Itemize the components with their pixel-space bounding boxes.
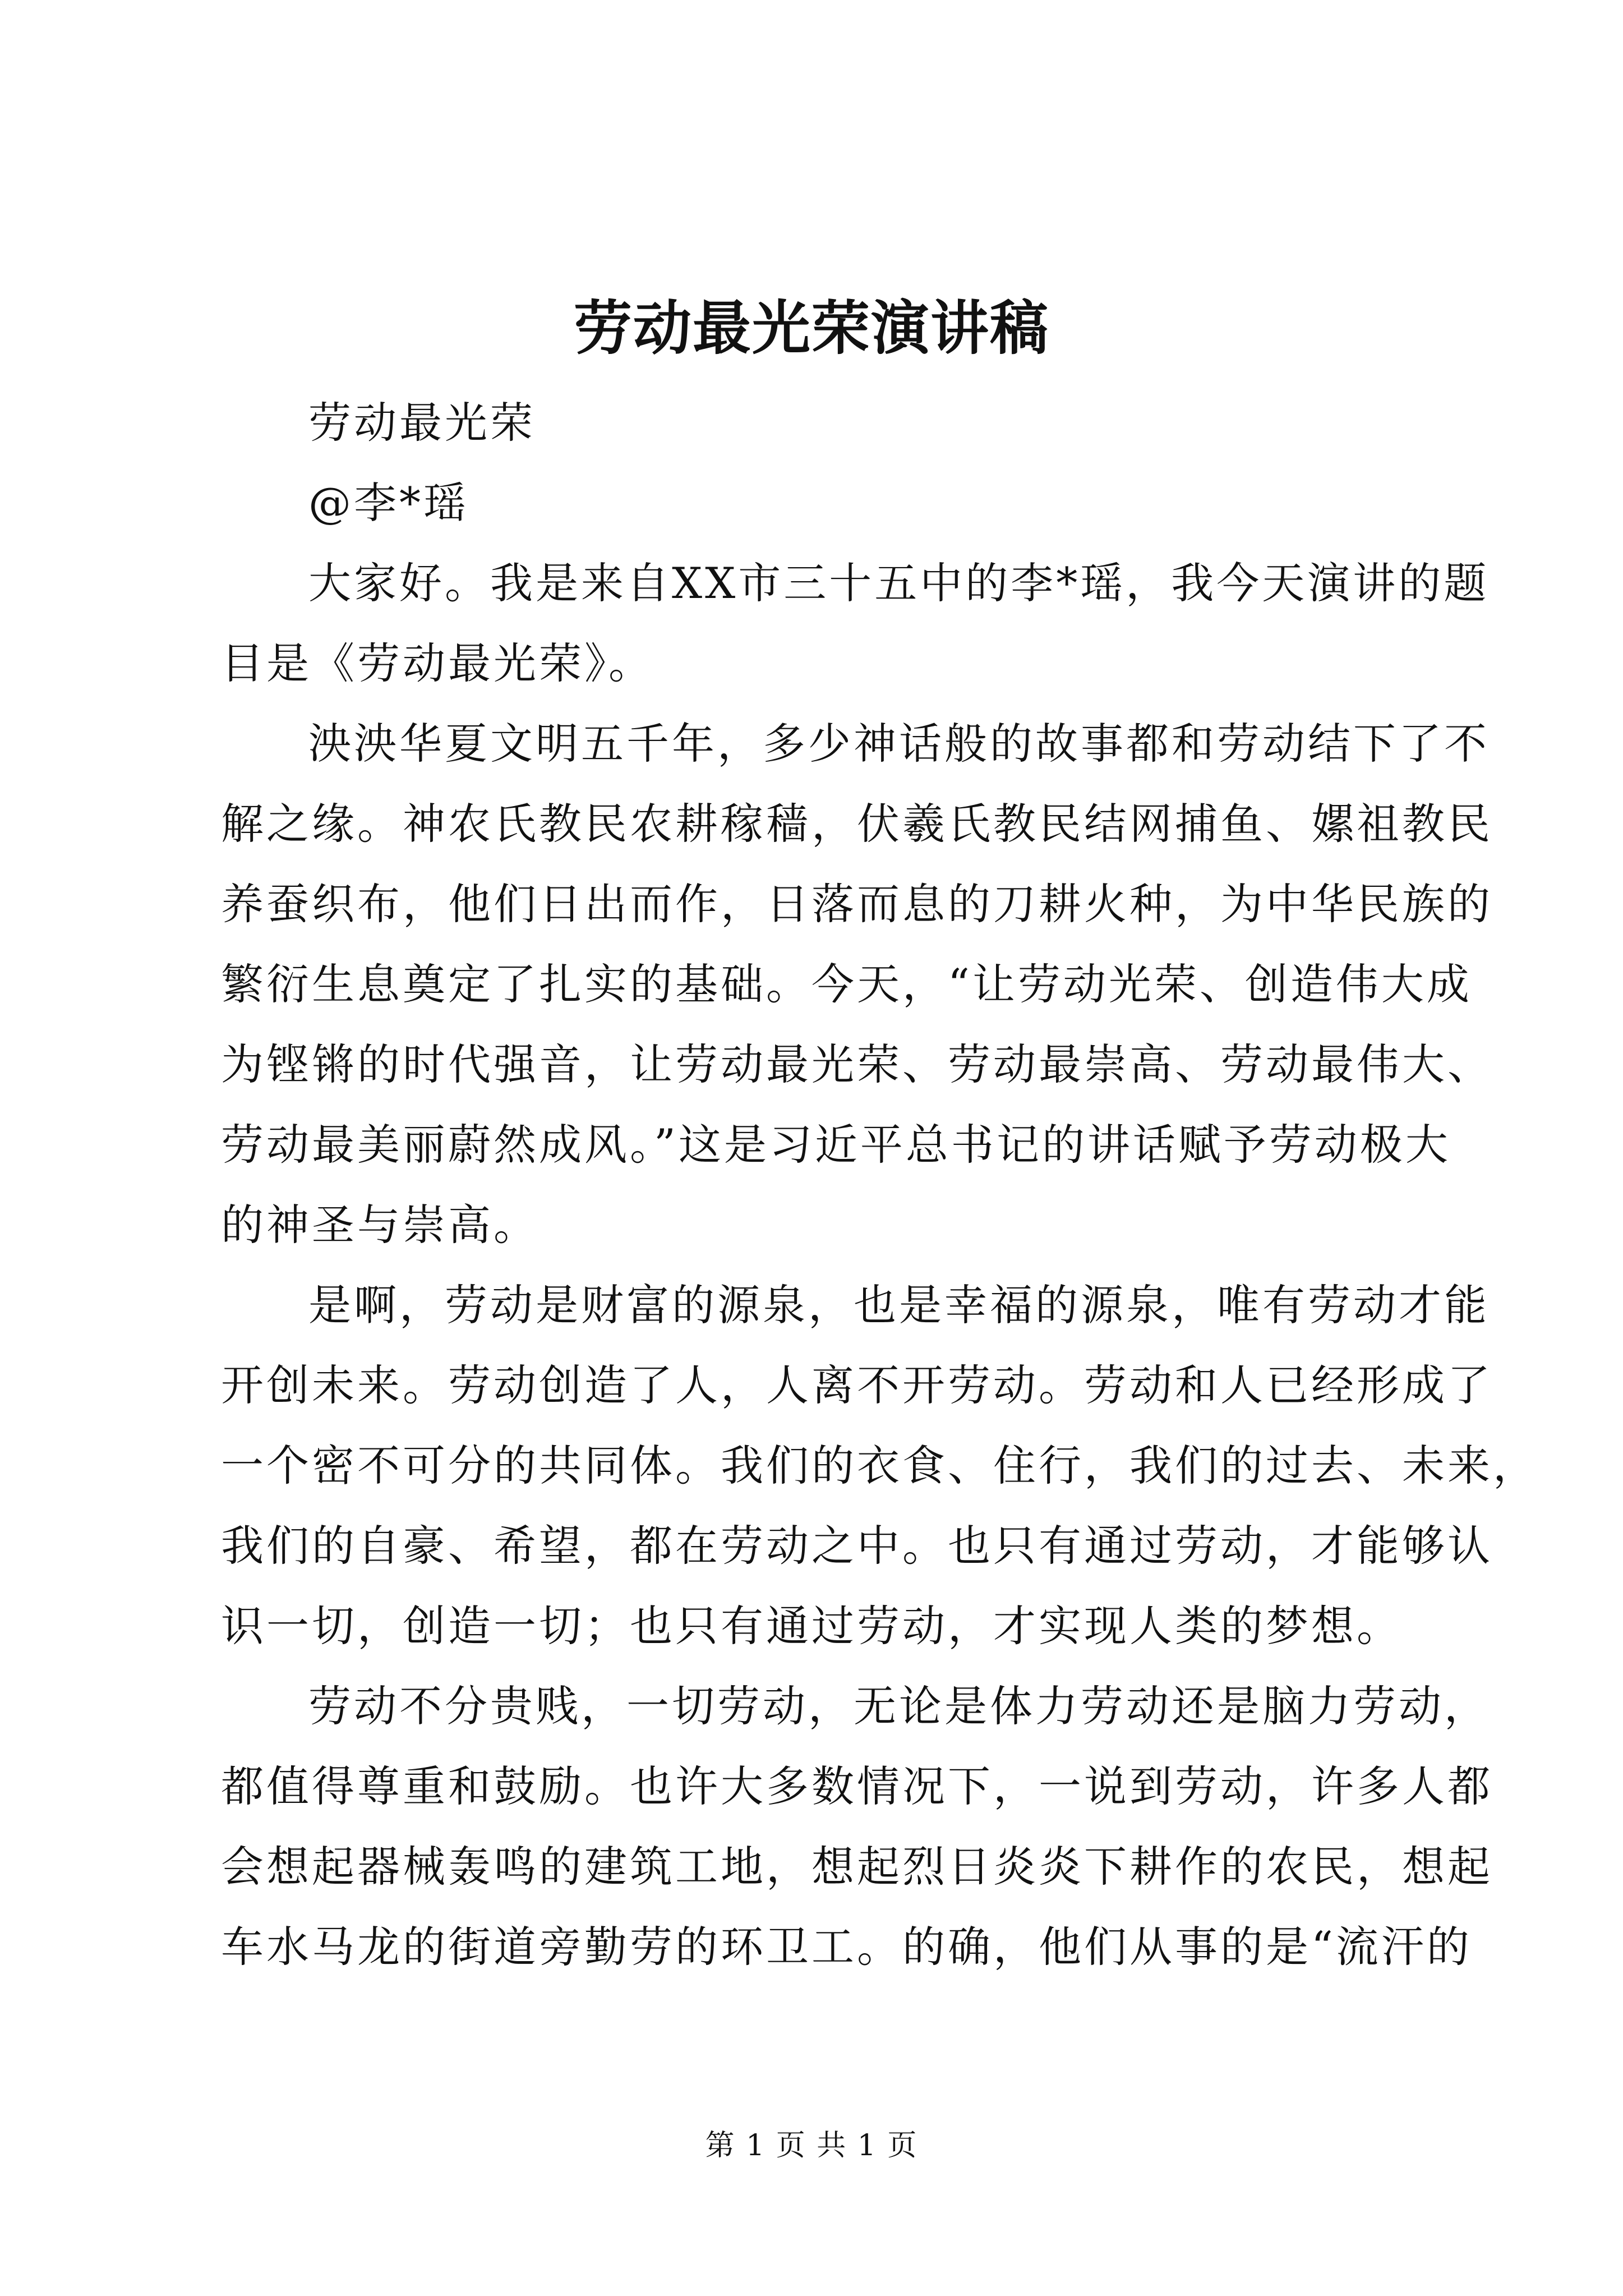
paragraph-line: 养蚕织布，他们日出而作，日落而息的刀耕火种，为中华民族的: [221, 879, 1493, 929]
paragraph-line: 是啊，劳动是财富的源泉，也是幸福的源泉，唯有劳动才能: [308, 1280, 1490, 1330]
paragraph-line: 泱泱华夏文明五千年，多少神话般的故事都和劳动结下了不: [308, 719, 1490, 769]
paragraph-line: 劳动最美丽蔚然成风。”这是习近平总书记的讲话赋予劳动极大: [221, 1120, 1451, 1170]
paragraph-line: 的神圣与崇高。: [221, 1200, 539, 1250]
paragraph-line: 开创未来。劳动创造了人，人离不开劳动。劳动和人已经形成了: [221, 1360, 1493, 1410]
document-title: 劳动最光荣演讲稿: [573, 293, 1049, 362]
paragraph-line: 一个密不可分的共同体。我们的衣食、住行，我们的过去、未来，: [221, 1441, 1538, 1490]
paragraph-line: 都值得尊重和鼓励。也许大多数情况下，一说到劳动，许多人都: [221, 1761, 1493, 1811]
document-body: [221, 383, 1538, 1987]
paragraph-line: 识一切，创造一切；也只有通过劳动，才实现人类的梦想。: [221, 1601, 1402, 1651]
paragraph-line: 劳动不分贵贱，一切劳动，无论是体力劳动还是脑力劳动，: [308, 1681, 1490, 1731]
paragraph-line: 我们的自豪、希望，都在劳动之中。也只有通过劳动，才能够认: [221, 1521, 1493, 1571]
paragraph-line: 解之缘。神农氏教民农耕稼穑，伏羲氏教民结网捕鱼、嫘祖教民: [221, 799, 1493, 849]
author-line: @李*瑶: [308, 478, 469, 528]
paragraph-line: 会想起器械轰鸣的建筑工地，想起烈日炎炎下耕作的农民，想起: [221, 1842, 1493, 1892]
paragraph-line: 为铿锵的时代强音，让劳动最光荣、劳动最崇高、劳动最伟大、: [221, 1039, 1493, 1089]
paragraph-line: 目是《劳动最光荣》。: [221, 638, 654, 688]
subtitle-line: 劳动最光荣: [308, 398, 536, 448]
paragraph-line: 车水马龙的街道旁勤劳的环卫工。的确，他们从事的是“流汗的: [221, 1922, 1472, 1972]
paragraph-line: 大家好。我是来自XX市三十五中的李*瑶，我今天演讲的题: [308, 558, 1490, 608]
paragraph-line: 繁衍生息奠定了扎实的基础。今天，“让劳动光荣、创造伟大成: [221, 959, 1472, 1009]
page-footer: 第 1 页 共 1 页: [705, 2129, 918, 2162]
